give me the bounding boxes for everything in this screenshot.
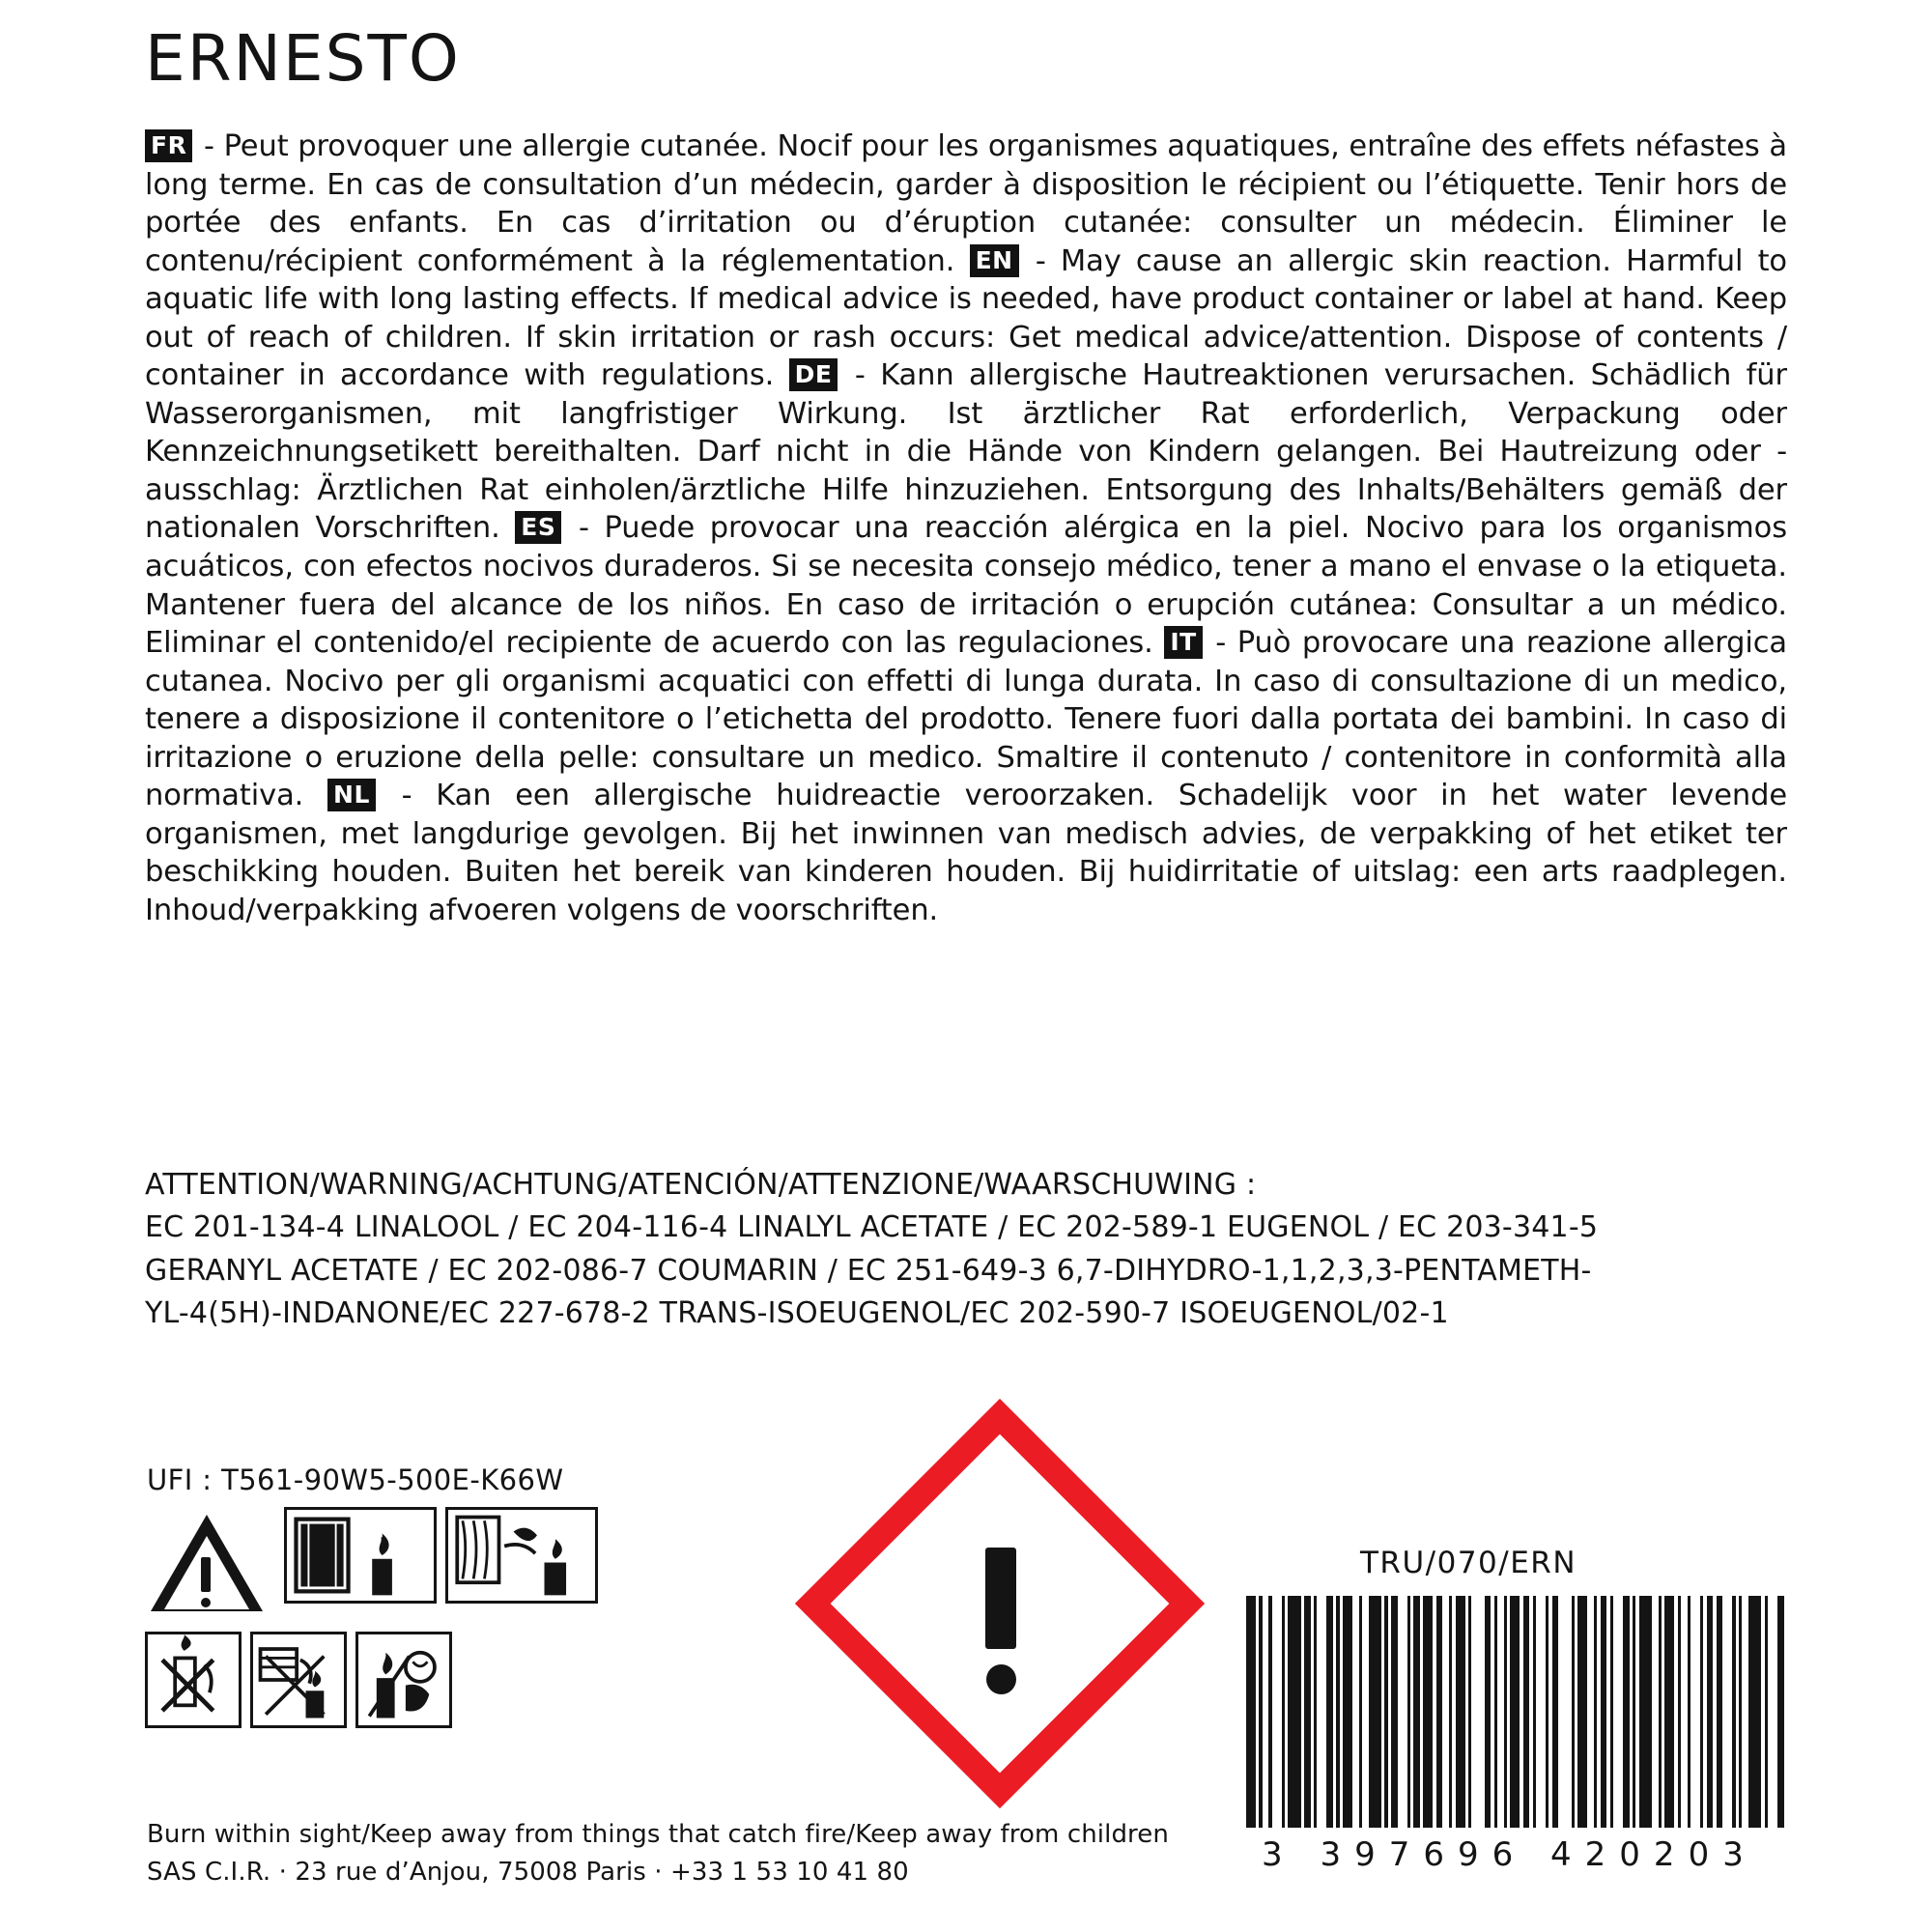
ghs07-exclamation-mark-pictogram <box>826 1430 1174 1777</box>
ufi-code: UFI : T561-90W5-500E-K66W <box>147 1463 564 1496</box>
safety-instruction-line: Burn within sight/Keep away from things that catch fire/Keep away from children <box>147 1820 1169 1849</box>
do-not-use-in-draught-icon <box>250 1632 347 1728</box>
hazard-text-en: - May cause an allergic skin reaction. Harmful to aquatic life with long lasting effects. If medical advice is needed, have product container or label at hand. Keep out of reach of children. If skin irritation or rash occurs: Get medical advice/attention. Dispose of contents / container in accordance with regulations. <box>145 243 1787 393</box>
language-tag-fr: FR <box>145 129 192 162</box>
hazard-text-nl: - Kan een allergische huidreactie veroorzaken. Schadelijk voor in het water levende organismen, met langdurige gevolgen. Bij het inwinnen van medisch advies, de verpakking of het etiket ter beschikking houden. Buiten het bereik van kinderen houden. Bij huidirritatie of uitslag: een arts raadplegen. Inhoud/verpakking afvoeren volgens de voorschriften. <box>145 779 1788 927</box>
keep-away-from-flammables-icon <box>355 1632 452 1728</box>
candle-safety-pictograms <box>145 1507 724 1728</box>
hazard-text-it: - Può provocare una reazione allergica cutanea. Nocivo per gli organismi acquatici con effetti di lunga durata. In caso di consultazione di un medico, tenere a disposizione il contenitore o l’etichetta del prodotto. Tenere fuori dalla portata dei bambini. In caso di irritazione o eruzione della pelle: consultare un medico. Smaltire il contenuto / contenitore in conformità alla normativa. <box>145 626 1787 813</box>
hazard-statements <box>145 128 1787 929</box>
burn-within-sight-icon <box>284 1507 437 1604</box>
hazard-text-de: - Kann allergische Hautreaktionen verursachen. Schädlich für Wasserorganismen, mit langfristiger Wirkung. Ist ärztlicher Rat erforderlich, Verpackung oder Kennzeichnungsetikett bereithalten. Darf nicht in die Hände von Kindern gelangen. Bei Hautreizung oder -ausschlag: Ärztlichen Rat einholen/ärztliche Hilfe hinzuziehen. Entsorgung des Inhalts/Behälters gemäß der nationalen Vorschriften. <box>145 358 1787 546</box>
allergen-line-3: YL-4(5H)-INDANONE/EC 227-678-2 TRANS-ISOEUGENOL/EC 202-590-7 ISOEUGENOL/02-1 <box>145 1296 1449 1331</box>
allergen-line-2: GERANYL ACETATE / EC 202-086-7 COUMARIN / EC 251-649-3 6,7-DIHYDRO-1,1,2,3,3-PENTAMETH- <box>145 1253 1592 1288</box>
language-tag-es: ES <box>515 511 561 544</box>
product-reference-code: TRU/070/ERN <box>1360 1546 1577 1580</box>
keep-away-from-curtains-icon <box>445 1507 598 1604</box>
language-tag-it: IT <box>1164 626 1202 659</box>
barcode-digits: 3 397696 420203 <box>1262 1835 1757 1874</box>
hazard-text-fr: - Peut provoquer une allergie cutanée. Nocif pour les organismes aquatiques, entraîne des effets néfastes à long terme. En cas de consultation d’un médecin, garder à disposition le récipient ou l’étiquette. Tenir hors de portée des enfants. En cas d’irritation ou d’éruption cutanée: consulter un médecin. Éliminer le contenu/récipient conformément à la réglementation. <box>145 129 1787 278</box>
language-tag-en: EN <box>970 244 1019 277</box>
allergen-attention-block <box>145 1164 1806 1336</box>
hazard-text-es: - Puede provocar una reacción alérgica en la piel. Nocivo para los organismos acuáticos, con efectos nocivos duraderos. Si se necesita consejo médico, tener a mano el envase o la etiqueta. Mantener fuera del alcance de los niños. En caso de irritación o erupción cutánea: Consultar a un médico. Eliminar el contenido/el recipiente de acuerdo con las regulaciones. <box>145 511 1787 661</box>
footer-text <box>147 1816 1169 1891</box>
barcode-bars <box>1246 1596 1787 1828</box>
language-tag-nl: NL <box>327 779 376 811</box>
manufacturer-address-line: SAS C.I.R. · 23 rue d’Anjou, 75008 Paris · +33 1 53 10 41 80 <box>147 1858 909 1887</box>
allergen-line-1: EC 201-134-4 LINALOOL / EC 204-116-4 LINALYL ACETATE / EC 202-589-1 EUGENOL / EC 203-341-5 <box>145 1210 1599 1245</box>
language-tag-de: DE <box>789 358 838 391</box>
barcode-block <box>1246 1546 1787 1874</box>
brand-name: ERNESTO <box>145 21 461 96</box>
attention-heading: ATTENTION/WARNING/ACHTUNG/ATENCIÓN/ATTENZIONE/WAARSCHUWING : <box>145 1168 1257 1202</box>
do-not-move-lit-candle-icon <box>145 1632 242 1728</box>
warning-triangle-icon <box>145 1507 275 1623</box>
